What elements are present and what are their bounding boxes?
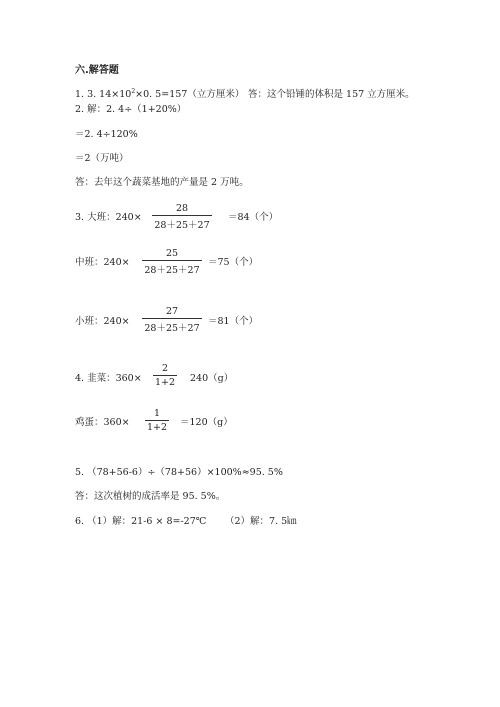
q6-part1: 6. （1）解：21-6 × 8=-27℃ [75, 516, 207, 527]
q4-egg-denominator: 1+2 [146, 422, 168, 433]
q2-line1: 2. 解：2. 4÷（1+20%） [75, 104, 187, 115]
q1-exponent: 2 [131, 87, 136, 95]
q4-egg-prefix: 鸡蛋：360× [75, 417, 130, 428]
section-heading: 六.解答题 [75, 65, 119, 76]
q3-mid-result: ＝75（个） [208, 257, 259, 268]
q4-leek-denominator: 1+2 [154, 377, 176, 388]
q4-egg-fraction [142, 408, 172, 433]
q3-small-fraction [140, 306, 204, 334]
q3-small-denominator: 28＋25＋27 [142, 318, 201, 334]
q1-expression-part-b: ×0. 5=157（立方厘米） [135, 89, 245, 100]
q1-answer: 答：这个铅锤的体积是 157 立方厘米。 [248, 89, 415, 100]
q3-mid-prefix: 中班：240× [75, 257, 130, 268]
q5-answer: 答：这次植树的成活率是 95. 5%。 [75, 491, 226, 502]
q2-line3: ＝2（万吨） [75, 153, 129, 164]
q3-mid-fraction [140, 248, 204, 276]
q4-egg-numerator: 1 [153, 408, 161, 419]
q4-leek-numerator: 2 [161, 363, 169, 374]
q3-small-prefix: 小班：240× [75, 316, 130, 327]
q2-line2: ＝2. 4÷120% [75, 129, 138, 140]
q3-big-numerator: 28 [175, 203, 189, 214]
q4-leek-fraction [150, 363, 180, 388]
q4-leek-result: 240（g） [190, 373, 234, 384]
q2-answer: 答：去年这个蔬菜基地的产量是 2 万吨。 [75, 177, 249, 188]
q3-big-prefix: 3. 大班：240× [75, 212, 142, 223]
q4-leek-prefix: 4. 韭菜：360× [75, 373, 142, 384]
q1-expression-part-a: 1. 3. 14×10 [75, 89, 132, 100]
q3-small-result: ＝81（个） [208, 316, 259, 327]
q6-part2: （2）解：7. 5㎞ [225, 516, 297, 527]
q1-expression [75, 86, 244, 100]
q3-big-denominator: 28＋25＋27 [152, 215, 211, 231]
q4-egg-result: ＝120（g） [180, 417, 233, 428]
q3-big-result: ＝84（个） [228, 212, 279, 223]
q3-mid-numerator: 25 [165, 248, 179, 259]
q3-mid-denominator: 28＋25＋27 [142, 260, 201, 276]
q5-expression: 5. （78+56-6）÷（78+56）×100%≈95. 5% [75, 467, 283, 478]
q3-big-fraction [150, 203, 214, 231]
q3-small-numerator: 27 [165, 306, 179, 317]
